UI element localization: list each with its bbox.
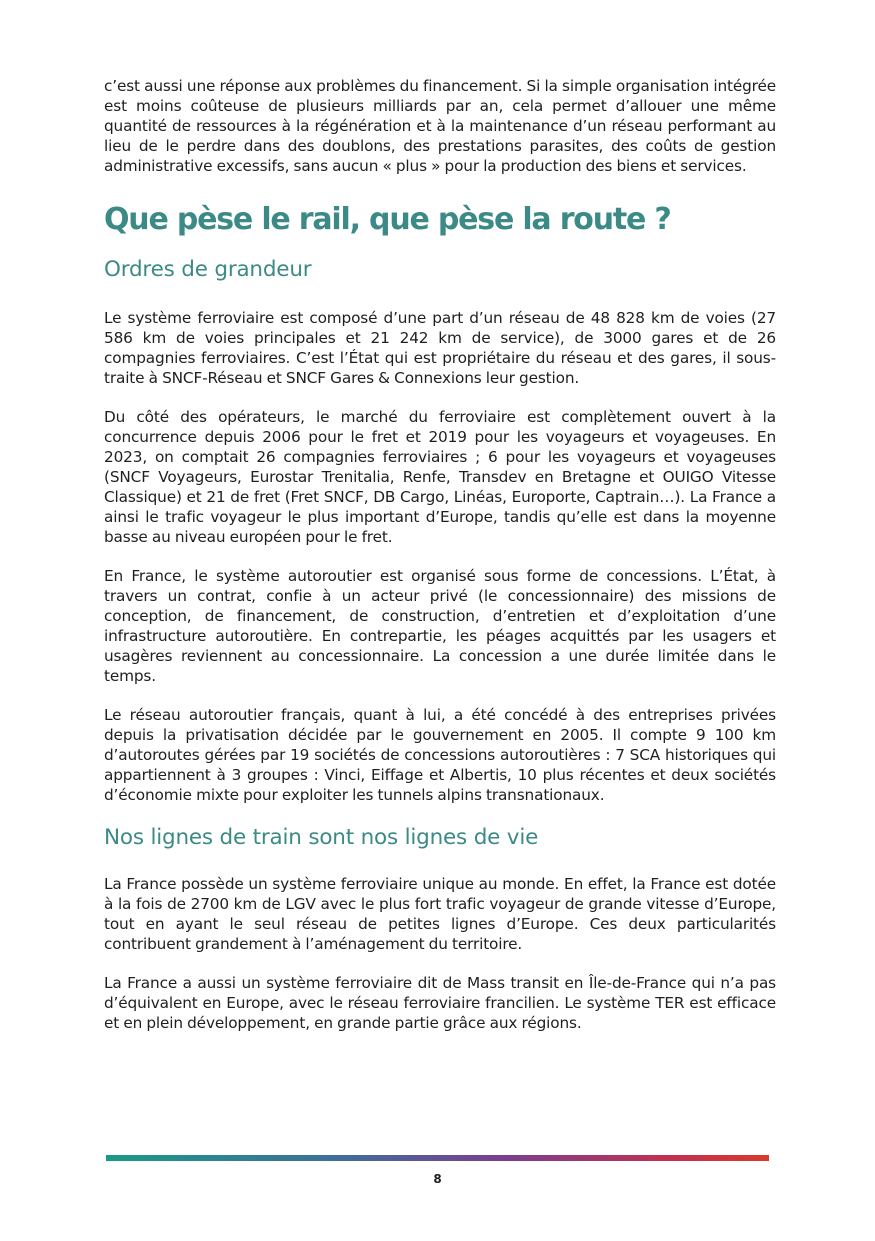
paragraph-mass-transit: La France a aussi un système ferroviaire dit de Mass transit en Île-de-France qui n’a pas d’équivalent en Europe, avec le réseau ferroviaire francilien. Le système TER est efficace et en plein développement, en grande partie grâce aux régions.	[104, 974, 776, 1032]
section-subtitle-lignes-de-vie: Nos lignes de train sont nos lignes de vie	[104, 825, 539, 850]
section-subtitle-ordres-de-grandeur: Ordres de grandeur	[104, 257, 312, 282]
page-number: 8	[433, 1172, 442, 1186]
paragraph-unique-system: La France possède un système ferroviaire unique au monde. En effet, la France est dotée à la fois de 2700 km de LGV avec le plus fort trafic voyageur de grande vitesse d’Europe, tout en ayant le seul réseau de petites lignes d’Europe. Ces deux particularités contribuent grandement à l’aménagement du territoire.	[104, 875, 776, 953]
page-content	[104, 76, 776, 1052]
section-title: Que pèse le rail, que pèse la route ?	[104, 202, 671, 237]
paragraph-operators: Du côté des opérateurs, le marché du ferroviaire est complètement ouvert à la concurrence depuis 2006 pour le fret et 2019 pour les voyageurs et voyageuses. En 2023, on comptait 26 compagnies ferroviaires ; 6 pour les voyageurs et voyageuses (SNCF Voyageurs, Eurostar Trenitalia, Renfe, Transdev en Bretagne et OUIGO Vitesse Classique) et 21 de fret (Fret SNCF, DB Cargo, Linéas, Europorte, Captrain…). La France a ainsi le trafic voyageur le plus important d’Europe, tandis qu’elle est dans la moyenne basse au niveau européen pour le fret.	[104, 408, 776, 546]
intro-paragraph: c’est aussi une réponse aux problèmes du financement. Si la simple organisation intégrée est moins coûteuse de plusieurs milliards par an, cela permet d’allouer une même quantité de ressources à la régénération et à la maintenance d’un réseau performant au lieu de le perdre dans des doublons, des prestations parasites, des coûts de gestion administrative excessifs, sans aucun « plus » pour la production des biens et services.	[104, 77, 776, 175]
footer-gradient-rule	[106, 1155, 769, 1161]
paragraph-motorway-network: Le réseau autoroutier français, quant à lui, a été concédé à des entreprises privées depuis la privatisation décidée par le gouvernement en 2005. Il compte 9 100 km d’autoroutes gérées par 19 sociétés de concessions autoroutières : 7 SCA historiques qui appartiennent à 3 groupes : Vinci, Eiffage et Albertis, 10 plus récentes et deux sociétés d’économie mixte pour exploiter les tunnels alpins transnationaux.	[104, 706, 776, 804]
paragraph-rail-network: Le système ferroviaire est composé d’une part d’un réseau de 48 828 km de voies (27 586 km de voies principales et 21 242 km de service), de 3000 gares et de 26 compagnies ferroviaires. C’est l’État qui est propriétaire du réseau et des gares, il sous-traite à SNCF-Réseau et SNCF Gares & Connexions leur gestion.	[104, 309, 776, 387]
paragraph-motorway-concessions: En France, le système autoroutier est organisé sous forme de concessions. L’État, à travers un contrat, confie à un acteur privé (le concessionnaire) des missions de conception, de financement, de construction, d’entretien et d’exploitation d’une infrastructure autoroutière. En contrepartie, les péages acquittés par les usagers et usagères reviennent au concessionnaire. La concession a une durée limitée dans le temps.	[104, 567, 776, 685]
